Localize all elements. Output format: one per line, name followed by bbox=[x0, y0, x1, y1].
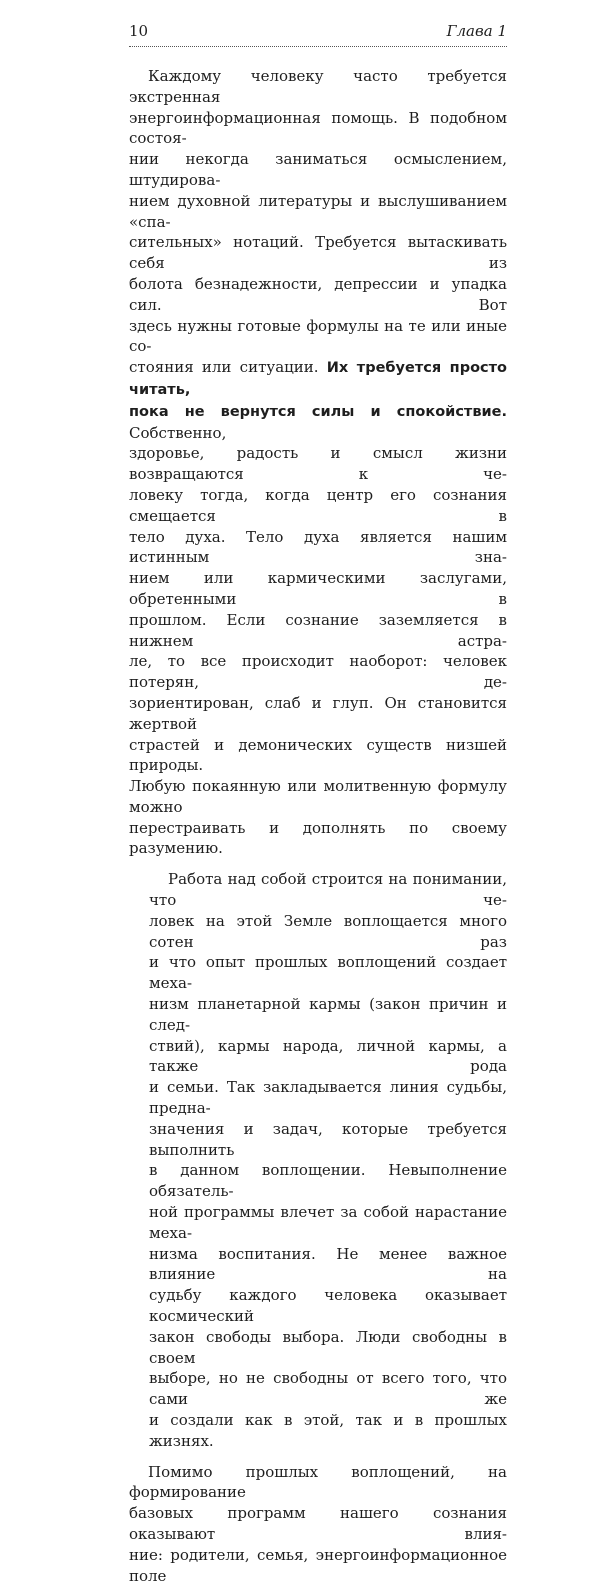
text-line: и семьи. Так закладывается линия судьбы, предна- bbox=[149, 1078, 507, 1118]
page-header bbox=[129, 16, 507, 47]
text-line: выборе, но не свободны от всего того, что сами же bbox=[149, 1369, 507, 1409]
text-line: нием или кармическими заслугами, обретенными в bbox=[129, 569, 507, 608]
text-line: ние: родители, семья, энергоинформационное поле bbox=[129, 1545, 507, 1585]
text-line: закон свободы выбора. Люди свободны в своем bbox=[149, 1327, 507, 1367]
chapter-label: Глава 1 bbox=[446, 22, 507, 40]
text-line: зориентирован, слаб и глуп. Он становится жертвой bbox=[129, 693, 507, 733]
text-line: тело духа. Тело духа является нашим истинным зна- bbox=[129, 527, 507, 567]
text-line bbox=[129, 357, 507, 401]
text-line: нии некогда заниматься осмыслением, штудирова- bbox=[129, 150, 507, 189]
text-line: страстей и демонических существ низшей природы. bbox=[129, 735, 507, 775]
text-line bbox=[129, 401, 507, 444]
text-line: Работа над собой строится на понимании, что че- bbox=[149, 870, 507, 910]
text-line: базовых программ нашего сознания оказывают влия- bbox=[129, 1504, 507, 1543]
text-line: энергоинформационная помощь. В подобном состоя- bbox=[129, 108, 507, 148]
text-line: значения и задач, которые требуется выполнить bbox=[149, 1119, 507, 1159]
text-line: нием духовной литературы и выслушиванием «спа- bbox=[129, 191, 507, 231]
text-line: Любую покаянную или молитвенную формулу можно bbox=[129, 777, 507, 816]
text-span: Собственно, bbox=[129, 423, 227, 442]
text-line: Помимо прошлых воплощений, на формирование bbox=[129, 1462, 507, 1502]
text-line: ловеку тогда, когда центр его сознания смещается в bbox=[129, 485, 507, 525]
text-line: низма воспитания. Не менее важное влияние на bbox=[149, 1244, 507, 1284]
quote-block bbox=[149, 869, 507, 1451]
paragraph-3 bbox=[129, 1462, 507, 1586]
text-line: перестраивать и дополнять по своему разумению. bbox=[129, 818, 507, 858]
text-line: ствий), кармы народа, личной кармы, а также рода bbox=[149, 1036, 507, 1076]
text-line: сительных» нотаций. Требуется вытаскивать себя из bbox=[129, 233, 507, 273]
page-number: 10 bbox=[129, 22, 149, 40]
text-line: Каждому человеку часто требуется экстренная bbox=[129, 67, 507, 106]
paragraph-1 bbox=[129, 66, 507, 859]
bold-emphasis: Их требуется просто читать, bbox=[129, 360, 507, 398]
text-line: в данном воплощении. Невыполнение обязатель- bbox=[149, 1161, 507, 1201]
text-line: здоровье, радость и смысл жизни возвращаются к че- bbox=[129, 444, 507, 484]
text-line: ной программы влечет за собой нарастание меха- bbox=[149, 1203, 507, 1242]
text-line: судьбу каждого человека оказывает космический bbox=[149, 1286, 507, 1326]
text-line: ловек на этой Земле воплощается много сотен раз bbox=[149, 911, 507, 951]
text-line: ле, то все происходит наоборот: человек потерян, де- bbox=[129, 652, 507, 692]
text-line: низм планетарной кармы (закон причин и след- bbox=[149, 995, 507, 1034]
body-text bbox=[129, 66, 507, 1586]
text-line: прошлом. Если сознание заземляется в нижнем астра- bbox=[129, 610, 507, 650]
text-line: и создали как в этой, так и в прошлых жизнях. bbox=[149, 1411, 507, 1450]
text-line: и что опыт прошлых воплощений создает меха- bbox=[149, 953, 507, 993]
text-line: здесь нужны готовые формулы на те или иные со- bbox=[129, 316, 507, 356]
text-span: стояния или ситуации. bbox=[129, 358, 327, 377]
bold-emphasis: пока не вернутся силы и спокойствие. bbox=[129, 403, 507, 420]
text-line: болота безнадежности, депрессии и упадка сил. Вот bbox=[129, 274, 507, 314]
